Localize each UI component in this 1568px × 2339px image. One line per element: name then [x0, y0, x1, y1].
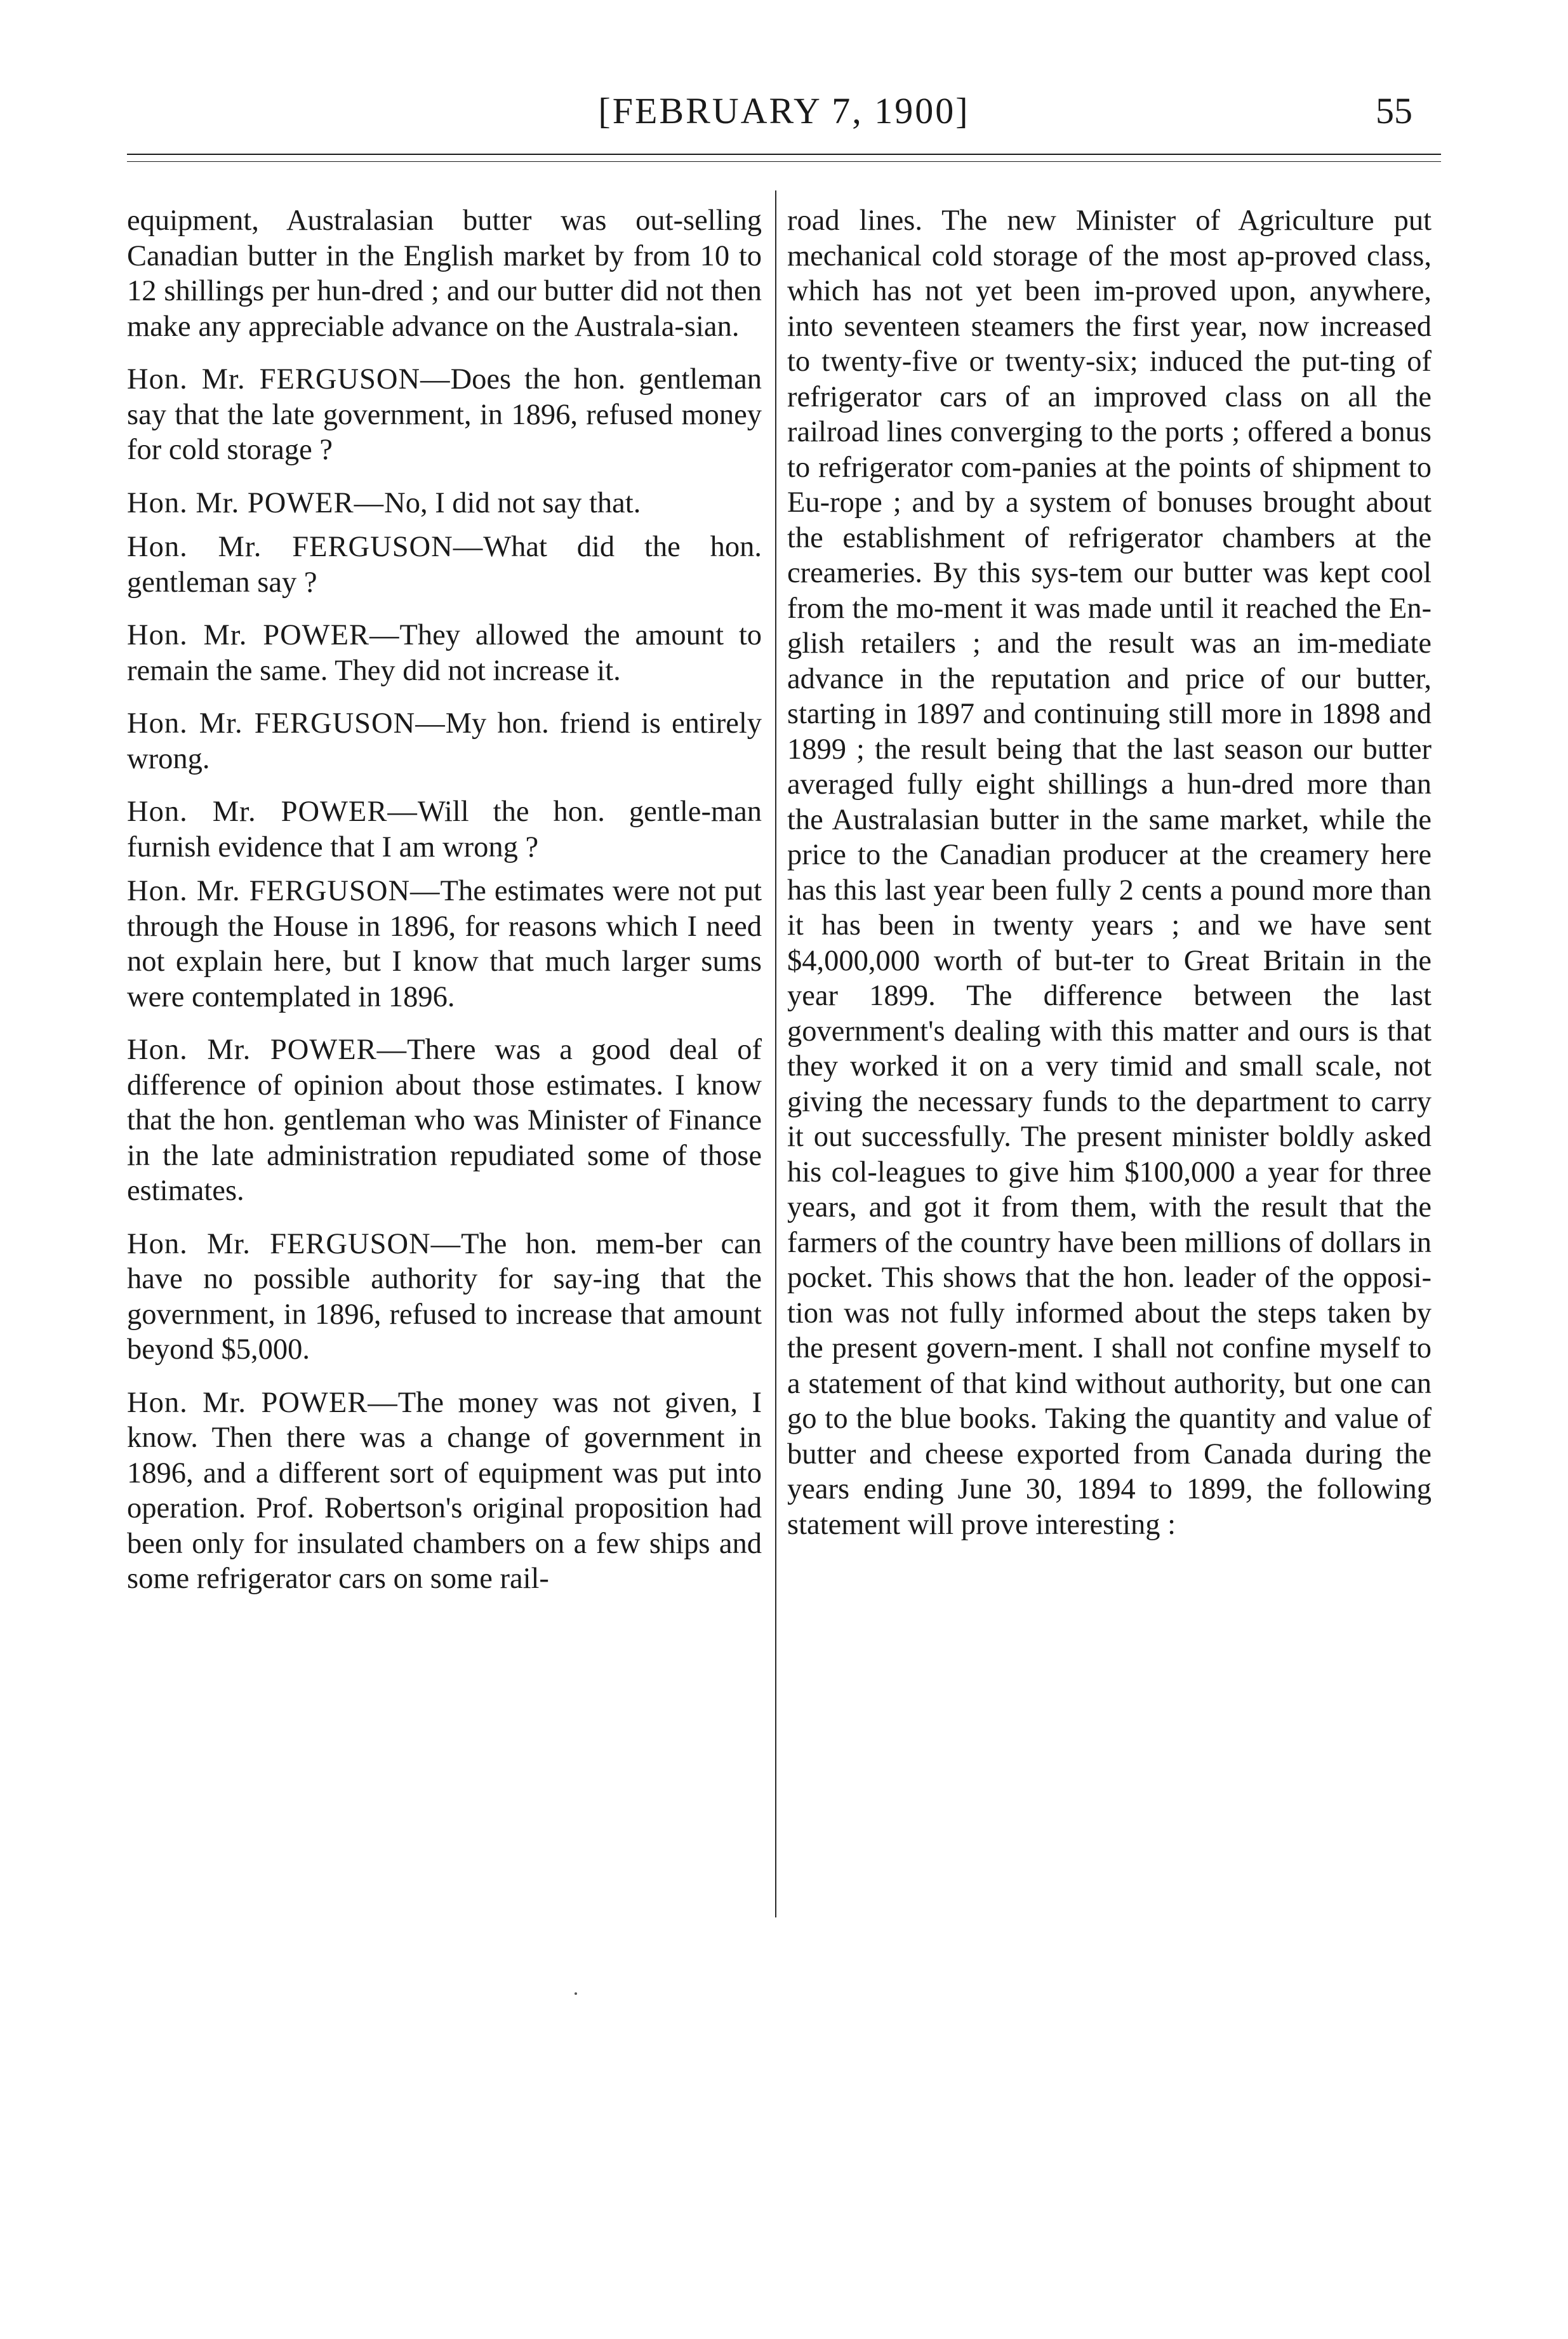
speaker-name: Hon. Mr. POWER— [127, 619, 400, 651]
speaker-name: Hon. Mr. FERGUSON— [127, 875, 441, 907]
paragraph-text: The hon. mem-ber can have no possible authority for say-ing that the government, in 1896, refused to increase that amount beyond $5,000. [127, 1227, 762, 1366]
page-header [0, 0, 1568, 152]
paragraph-text: equipment, Australasian butter was out-selling Canadian butter in the English market by from 10 to 12 shillings per hun-dred ; and our butter did not then make any appreciable advance on the Australa-sian. [127, 204, 762, 343]
paragraph [127, 794, 762, 865]
paragraph-text: My hon. friend is entirely wrong. [127, 707, 762, 775]
paragraph-text: Does the hon. gentleman say that the late government, in 1896, refused money for cold storage ? [127, 363, 762, 466]
speaker-name: Hon. Mr. FERGUSON— [127, 531, 484, 563]
right-column [787, 203, 1432, 1542]
paragraph [787, 203, 1432, 1542]
paragraph [127, 706, 762, 776]
paragraph [127, 1227, 762, 1368]
paragraph [127, 362, 762, 468]
paragraph [127, 203, 762, 344]
speaker-name: Hon. Mr. FERGUSON— [127, 1227, 462, 1260]
page-number: 55 [1376, 90, 1412, 131]
paragraph [127, 1385, 762, 1597]
paragraph [127, 530, 762, 600]
speaker-name: Hon. Mr. POWER— [127, 796, 418, 828]
column-divider [775, 190, 776, 1917]
paragraph-text: road lines. The new Minister of Agriculture put mechanical cold storage of the most ap-proved class, which has not yet been im-proved upon, anywhere, into seventeen steamers the first year, now increased to twenty-five or twenty-six; induced the put-ting of refrigerator cars of an improved class on all the railroad lines converging to the ports ; offered a bonus to refrigerator com-panies at the points of shipment to Eu-rope ; and by a system of bonuses brought about the establishment of refrigerator chambers at the creameries. By this sys-tem our butter was kept cool from the mo-ment it was made until it reached the En-glish retailers ; and the result was an im-mediate advance in the reputation and price of our butter, starting in 1897 and continuing still more in 1898 and 1899 ; the result being that the last season our butter averaged fully eight shillings a hun-dred more than the Australasian butter in the same market, while the price to the Canadian producer at the creamery here has this last year been fully 2 cents a pound more than it has been in twenty years ; and we have sent $4,000,000 worth of but-ter to Great Britain in the year 1899. The difference between the last government's dealing with this matter and ours is that they worked it on a very timid and small scale, not giving the necessary funds to the department to carry it out successfully. The present minister boldly asked his col-leagues to give him $100,000 a year for three years, and got it from them, with the result that the farmers of the country have been millions of dollars in pocket. This shows that the hon. leader of the opposi-tion was not fully informed about the steps taken by the present govern-ment. I shall not confine myself to a statement of that kind without authority, but one can go to the blue books. Taking the quantity and value of butter and cheese exported from Canada during the years ending June 30, 1894 to 1899, the following statement will prove interesting : [787, 204, 1432, 1541]
paragraph [127, 874, 762, 1015]
speaker-name: Hon. Mr. POWER— [127, 486, 385, 519]
paragraph [127, 618, 762, 688]
paragraph-text: The estimates were not put through the House in 1896, for reasons which I need not explain here, but I know that much larger sums were contemplated in 1896. [127, 875, 762, 1013]
paragraph-text: They allowed the amount to remain the same. They did not increase it. [127, 619, 762, 687]
speaker-name: Hon. Mr. FERGUSON— [127, 363, 451, 396]
paragraph-text: The money was not given, I know. Then there was a change of government in 1896, and a different sort of equipment was put into operation. Prof. Robertson's original proposition had been only for insulated chambers on a few ships and some refrigerator cars on some rail- [127, 1386, 762, 1595]
left-column [127, 203, 762, 1597]
paragraph-text: What did the hon. gentleman say ? [127, 531, 762, 599]
paragraph [127, 1032, 762, 1209]
paragraph-text: There was a good deal of difference of opinion about those estimates. I know that the hon. gentleman who was Minister of Finance in the late administration repudiated some of those estimates. [127, 1034, 762, 1207]
header-rule-thin [127, 161, 1441, 162]
speaker-name: Hon. Mr. POWER— [127, 1034, 408, 1066]
speaker-name: Hon. Mr. POWER— [127, 1386, 398, 1419]
header-rule [127, 154, 1441, 155]
paragraph [127, 486, 762, 521]
paragraph-text: No, I did not say that. [384, 486, 641, 519]
speaker-name: Hon. Mr. FERGUSON— [127, 707, 446, 740]
page-date-heading: [FEBRUARY 7, 1900] [598, 90, 970, 131]
print-speck [575, 1992, 577, 1995]
paragraph-text: Will the hon. gentle-man furnish evidence that I am wrong ? [127, 796, 762, 863]
